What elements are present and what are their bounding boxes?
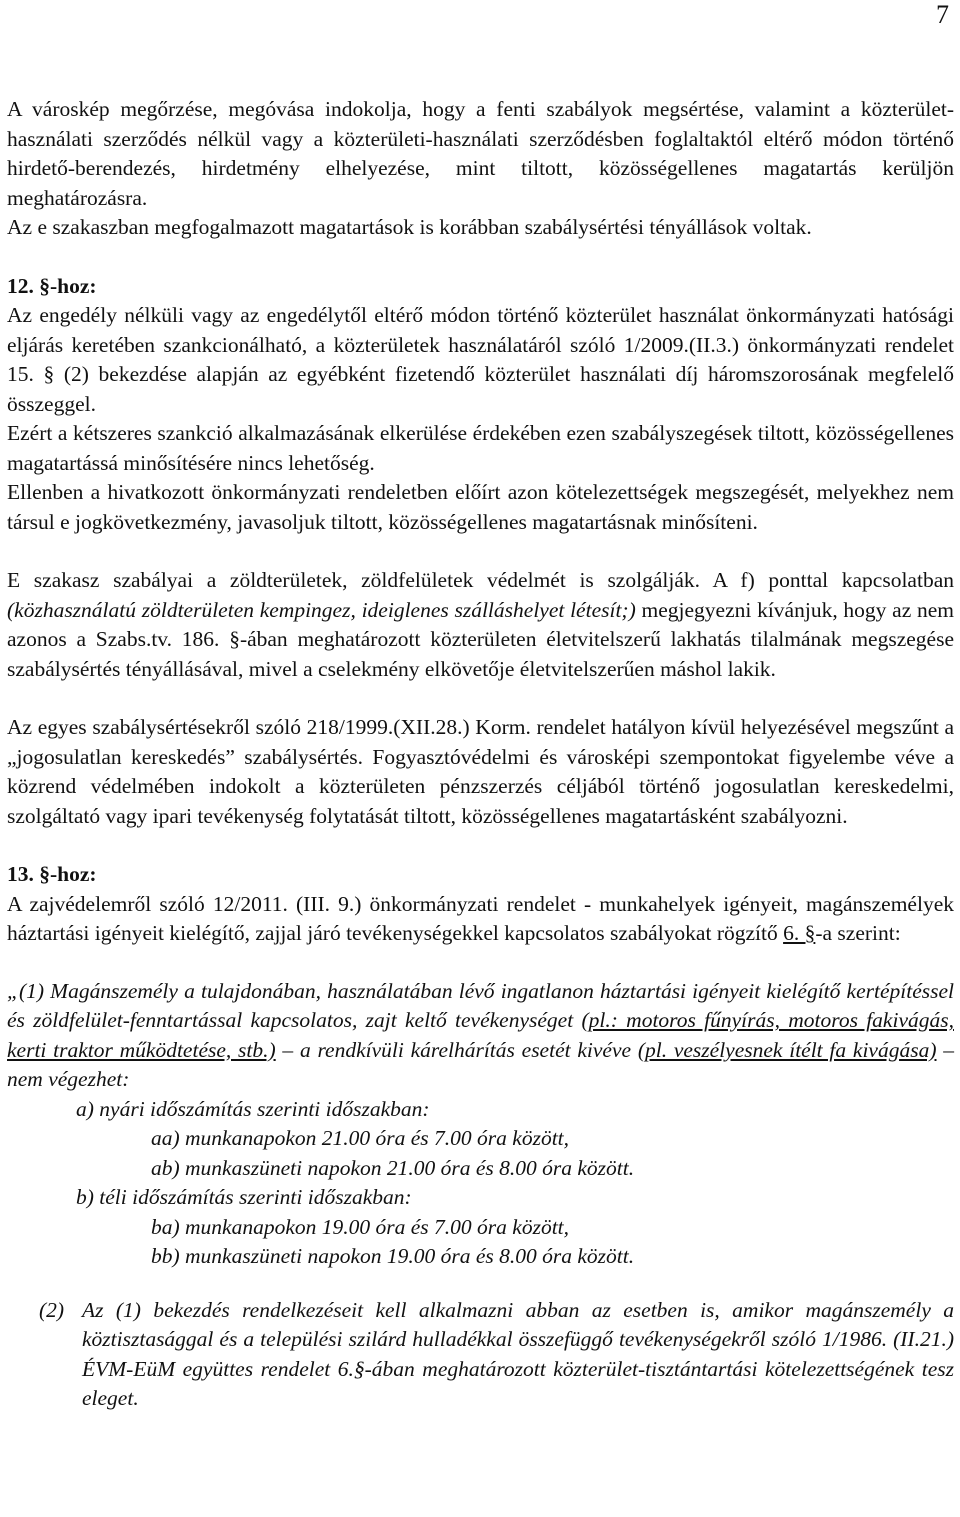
page-number: 7 (936, 0, 949, 29)
list-item-bb: bb) munkaszüneti napokon 19.00 óra és 8.00 óra között. (151, 1244, 635, 1268)
list-item-ab: ab) munkaszüneti napokon 21.00 óra és 8.00 óra között. (151, 1155, 635, 1180)
section-12-paragraph-5: Az egyes szabálysértésekről szóló 218/1999.(XII.28.) Korm. rendelet hatályon kívül helyezésével megszűnt a „jogosulatlan kereskedés” szabálysértés. Fogyasztóvédelmi és városképi szempontokat figyelembe véve a közrend védelmében indokolt a közterületen pénzszerzés céljából történő jogosulatlan kereskedelmi, szolgáltató vagy ipari tevékenység folytatását tiltott, közösségellenes magatartásként szabályozni. (7, 715, 954, 828)
document-body (7, 95, 954, 1414)
section-12-paragraph-2: Ezért a kétszeres szankció alkalmazásának elkerülése érdekében ezen szabályszegések tiltott, közösségellenes magatartássá minősítésére nincs lehetőség. (7, 421, 954, 475)
paragraph-intro: A városkép megőrzése, megóvása indokolja, hogy a fenti szabályok megsértése, valamint a közterület-használati szerződés nélkül vagy a közterületi-használati szerződésben foglaltaktól eltérő módon történő hirdető-berendezés, hirdetmény elhelyezése, mint tiltott, közösségellenes magatartás kerüljön meghatározásra. (7, 97, 954, 210)
quote-text-b: – a rendkívüli kárelhárítás esetét kivéve (275, 1037, 638, 1062)
list-item-b: b) téli időszámítás szerinti időszakban: (76, 1185, 412, 1209)
quote-paragraph-1 (7, 977, 954, 1095)
quote-underlined-1: (pl.: motoros fűnyírás, motoros fakivágás, kerti traktor működtetése, stb.) (7, 1008, 954, 1062)
quote-underlined-2: (pl. veszélyesnek ítélt fa kivágása) (637, 1037, 937, 1062)
section-12-paragraph-3: Ellenben a hivatkozott önkormányzati rendeletben előírt azon kötelezettségek megszegését, melyekhez nem társul e jogkövetkezmény, javasoljuk tiltott, közösségellenes magatartásnak minősíteni. (7, 480, 954, 534)
quote-paragraph-2-text: Az (1) bekezdés rendelkezéseit kell alkalmazni abban az esetben is, amikor magánszemély a köztisztasággal és a települési szilárd hulladékkal összefüggő tevékenységekről szóló 1/1986. (II.21.) ÉVM-EüM együttes rendelet 6.§-ában meghatározott közterület-tisztántartási kötelezettségének tesz eleget. (82, 1297, 954, 1410)
paragraph-intro-2: Az e szakaszban megfogalmazott magatartások is korábban szabálysértési tényállások voltak. (7, 215, 812, 239)
s13-text-b: -a szerint: (815, 921, 901, 945)
section-12-paragraph-1: Az engedély nélküli vagy az engedélytől eltérő módon történő közterület használat önkormányzati hatósági eljárás keretében szankcionálható, a közterületek használatáról szóló 1/2009.(II.3.) önkormányzati rendelet 15. § (2) bekezdése alapján az egyébként fizetendő közterület használati díj háromszorosának megfelelő összeggel. (7, 303, 954, 416)
p4-text-b: megjegyezni kívánjuk, hogy az nem azonos a Szabs.tv. 186. §-ában meghatározott közterületen életvitelszerű lakhatás tilalmának megszegése szabálysértés tényállásával, mivel a cselekmény elkövetője életvitelszerűen máshol lakik. (7, 597, 954, 681)
section-12-paragraph-4 (7, 566, 954, 684)
p4-italic-quote: (közhasználatú zöldterületen kempingez, ideiglenes szálláshelyet létesít;) (7, 597, 636, 622)
quote-paragraph-2 (7, 1296, 954, 1414)
section-13-paragraph-1 (7, 890, 954, 949)
list-item-aa: aa) munkanapokon 21.00 óra és 7.00 óra között, (151, 1126, 570, 1150)
section-13-title: 13. §-hoz: (7, 862, 97, 886)
list-item-ba: ba) munkanapokon 19.00 óra és 7.00 óra között, (151, 1214, 570, 1239)
quote-paragraph-2-number: (2) (39, 1297, 65, 1322)
s13-text-a: A zajvédelemről szóló 12/2011. (III. 9.) önkormányzati rendelet - munkahelyek igényeit, magánszemélyek háztartási igényeit kielégítő, zajjal járó tevékenységekkel kapcsolatos szabályokat rögzítő (7, 891, 954, 945)
s13-underlined-ref: 6. § (783, 921, 816, 945)
p4-text-a: E szakasz szabályai a zöldterületek, zöldfelületek védelmét is szolgálják. A f) ponttal kapcsolatban (7, 568, 954, 592)
list-item-a: a) nyári időszámítás szerinti időszakban: (76, 1096, 430, 1121)
quoted-regulation (7, 977, 954, 1414)
quote-text-a: „(1) Magánszemély a tulajdonában, használatában lévő ingatlanon háztartási igényeit kielégítő kertépítéssel és zöldfelület-fenntartással kapcsolatos, zajt keltő tevékenységet (7, 978, 954, 1032)
quote-text-c: – nem végezhet: (7, 1037, 954, 1091)
section-12-title: 12. §-hoz: (7, 273, 97, 298)
